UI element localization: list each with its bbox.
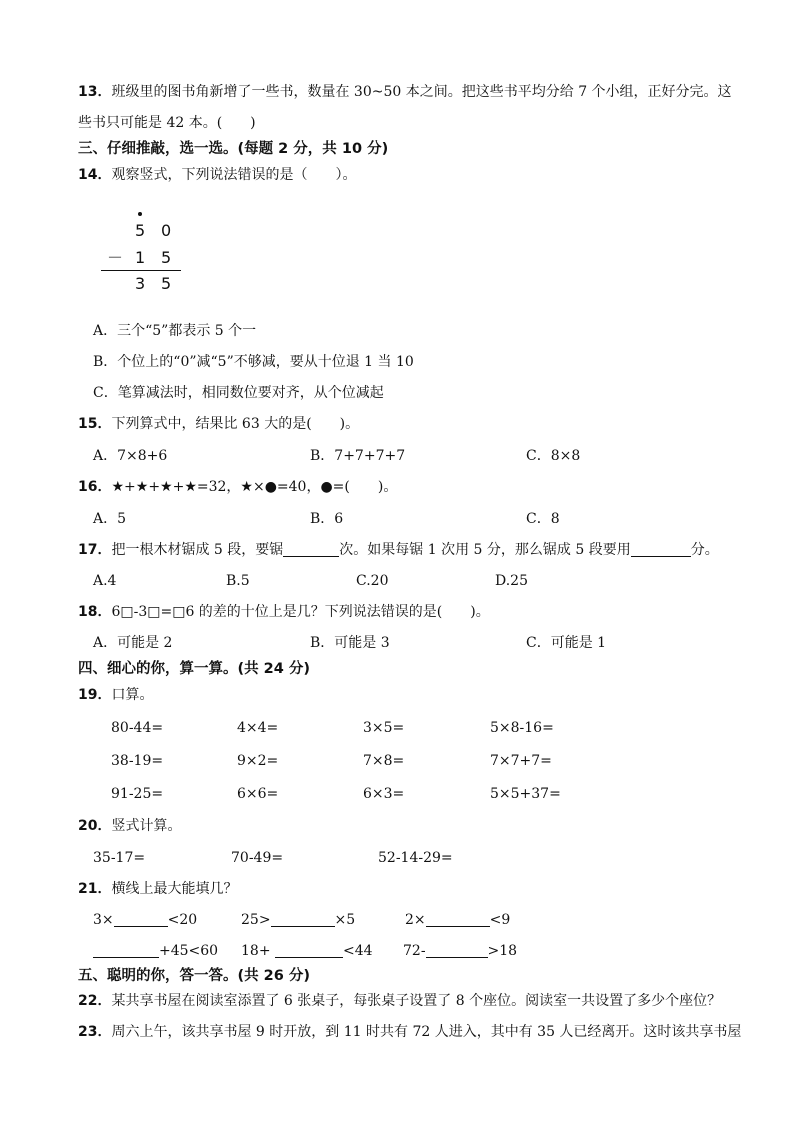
q15-option-c: C．8×8 — [526, 448, 581, 464]
vertical-calc-item: 70-49= — [231, 850, 284, 866]
oral-calc-item: 7×8= — [363, 753, 405, 769]
q17-option-b: B.5 — [226, 573, 250, 589]
q19-stem — [78, 686, 153, 704]
q21-text: 横线上最大能填几？ — [111, 881, 238, 897]
q17-text-3: 分。 — [690, 542, 719, 558]
borrow-dot — [138, 212, 142, 216]
fill-item — [93, 942, 218, 960]
q13-number: 13． — [78, 84, 112, 100]
oral-calc-item: 5×5+37= — [490, 786, 561, 802]
q16-option-b: B．6 — [310, 511, 344, 527]
oral-calc-item: 4×4= — [237, 720, 279, 736]
q15-option-b: B．7+7+7+7 — [310, 448, 406, 464]
mid-tens-digit: 1 — [135, 248, 146, 267]
fill-item — [403, 942, 517, 960]
section-5-heading: 五、聪明的你，答一答。(共 26 分) — [78, 968, 311, 984]
fill-item — [241, 942, 373, 960]
q23-number: 23． — [78, 1024, 112, 1040]
fill-suffix: <44 — [343, 943, 373, 959]
fill-suffix: <20 — [167, 912, 198, 928]
oral-calc-item: 5×8-16= — [490, 720, 554, 736]
fill-suffix: +45<60 — [159, 943, 219, 959]
fill-prefix: 18+ — [241, 943, 275, 959]
oral-calc-item: 6×3= — [363, 786, 405, 802]
q14-text: 观察竖式，下列说法错误的是（ ）。 — [111, 167, 357, 183]
fill-blank[interactable] — [114, 912, 168, 927]
q14-option-a: A．三个“5”都表示 5 个一 — [93, 323, 257, 339]
res-tens-digit: 3 — [135, 274, 146, 293]
q14-option-b: B．个位上的“0”减“5”不够减，要从十位退 1 当 10 — [93, 354, 414, 370]
q16-option-c: C．8 — [526, 511, 560, 527]
fill-blank[interactable] — [93, 943, 159, 958]
q18-stem — [78, 603, 490, 621]
fill-prefix: 25> — [241, 912, 271, 928]
oral-calc-item: 80-44= — [111, 720, 164, 736]
q13-line1 — [78, 83, 732, 101]
fill-prefix: 3× — [93, 912, 114, 928]
q14-number: 14． — [78, 167, 112, 183]
q20-stem — [78, 817, 181, 835]
q19-number: 19． — [78, 687, 112, 703]
q23-text: 周六上午，该共享书屋 9 时开放，到 11 时共有 72 人进入，其中有 35 人已经离开。这时该共享书屋 — [111, 1024, 742, 1040]
fill-blank[interactable] — [426, 912, 490, 927]
oral-calc-item: 38-19= — [111, 753, 164, 769]
q17-text-1: 把一根木材锯成 5 段，要锯 — [111, 542, 284, 558]
q19-text: 口算。 — [111, 687, 154, 703]
fill-item — [405, 911, 510, 929]
oral-calc-item: 6×6= — [237, 786, 279, 802]
q21-number: 21． — [78, 881, 112, 897]
oral-calc-item: 7×7+7= — [490, 753, 552, 769]
fill-suffix: >18 — [487, 943, 518, 959]
top-ones-digit: 0 — [161, 221, 172, 240]
q17-number: 17． — [78, 542, 112, 558]
q14-stem — [78, 166, 356, 184]
minus-sign: － — [107, 248, 124, 267]
result-line — [101, 270, 181, 271]
q18-number: 18． — [78, 604, 112, 620]
fill-blank[interactable] — [271, 912, 335, 927]
q18-option-b: B．可能是 3 — [310, 635, 390, 651]
q17-stem — [78, 541, 719, 559]
q13-text-2: 些书只可能是 42 本。( ) — [78, 115, 256, 131]
q16-number: 16． — [78, 479, 112, 495]
vertical-calc-item: 35-17= — [93, 850, 146, 866]
q18-text: 6□-3□=□6 的差的十位上是几？下列说法错误的是( )。 — [111, 604, 490, 620]
q22-number: 22． — [78, 993, 112, 1009]
q17-blank-1[interactable] — [283, 542, 339, 557]
fill-blank[interactable] — [426, 943, 488, 958]
fill-item — [93, 911, 197, 929]
q13-text-1: 班级里的图书角新增了一些书，数量在 30~50 本之间。把这些书平均分给 7 个小组，正好分完。这 — [111, 84, 732, 100]
fill-prefix: 2× — [405, 912, 426, 928]
q21-stem — [78, 880, 237, 898]
q17-blank-2[interactable] — [631, 542, 691, 557]
fill-item — [241, 911, 355, 929]
fill-blank[interactable] — [275, 943, 343, 958]
oral-calc-item: 9×2= — [237, 753, 279, 769]
fill-suffix: <9 — [489, 912, 511, 928]
section-4-heading: 四、细心的你，算一算。(共 24 分) — [78, 661, 311, 677]
oral-calc-item: 3×5= — [363, 720, 405, 736]
q15-option-a: A．7×8+6 — [93, 448, 168, 464]
q22-stem — [78, 992, 721, 1010]
vertical-calc-item: 52-14-29= — [378, 850, 453, 866]
q22-text: 某共享书屋在阅读室添置了 6 张桌子，每张桌子设置了 8 个座位。阅读室一共设置了多少个座位？ — [111, 993, 722, 1009]
q15-number: 15． — [78, 416, 112, 432]
fill-prefix: 72- — [403, 943, 426, 959]
q15-text: 下列算式中，结果比 63 大的是( )。 — [111, 416, 360, 432]
top-tens-digit: 5 — [135, 221, 146, 240]
q15-stem — [78, 415, 359, 433]
fill-suffix: ×5 — [334, 912, 356, 928]
oral-calc-item: 91-25= — [111, 786, 164, 802]
q16-option-a: A．5 — [93, 511, 127, 527]
q17-text-2: 次。如果每锯 1 次用 5 分，那么锯成 5 段要用 — [339, 542, 631, 558]
mid-ones-digit: 5 — [161, 248, 172, 267]
q23-stem — [78, 1023, 741, 1041]
section-3-heading: 三、仔细推敲，选一选。(每题 2 分，共 10 分) — [78, 141, 389, 157]
q16-stem — [78, 478, 397, 496]
q17-option-d: D.25 — [495, 573, 528, 589]
q14-option-c: C．笔算减法时，相同数位要对齐，从个位减起 — [93, 385, 384, 401]
q20-number: 20． — [78, 818, 112, 834]
q20-text: 竖式计算。 — [111, 818, 182, 834]
res-ones-digit: 5 — [161, 274, 172, 293]
q18-option-a: A．可能是 2 — [93, 635, 173, 651]
q17-option-a: A.4 — [93, 573, 117, 589]
q17-option-c: C.20 — [356, 573, 389, 589]
q18-option-c: C．可能是 1 — [526, 635, 607, 651]
q16-text: ★+★+★+★=32，★×●=40，●=( )。 — [111, 479, 398, 495]
